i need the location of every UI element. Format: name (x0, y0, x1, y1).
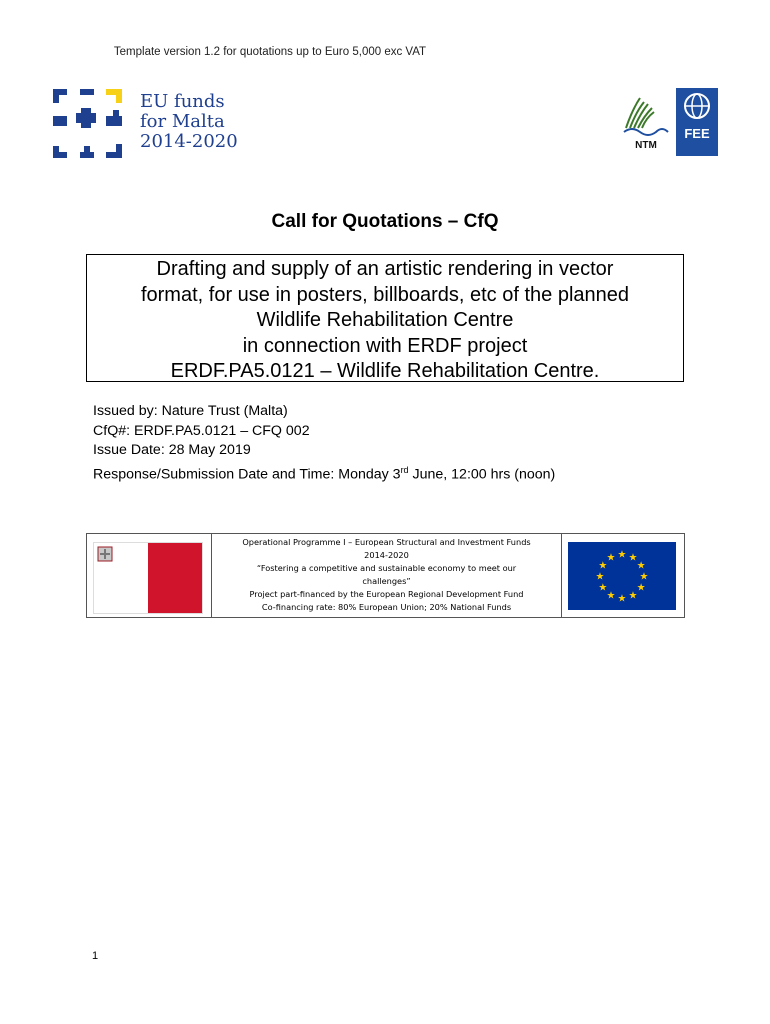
eu-star-icon: ★ (598, 582, 608, 594)
subject-line: ERDF.PA5.0121 – Wildlife Rehabilitation Centre. (170, 360, 600, 382)
subject-line: in connection with ERDF project (242, 334, 528, 357)
ntm-leaf-icon (618, 92, 674, 158)
eu-star-icon: ★ (617, 549, 627, 561)
ntm-logo-text: NTM (635, 140, 657, 151)
response-date (93, 461, 555, 485)
eu-funds-logo-text (140, 92, 238, 152)
subject-line: Drafting and supply of an artistic rendering in vector (156, 258, 614, 280)
malta-flag-cell (87, 534, 212, 617)
response-date-sup: rd (400, 464, 409, 475)
funding-line: Co-financing rate: 80% European Union; 20% National Funds (261, 602, 512, 612)
issued-by: Issued by: Nature Trust (Malta) (93, 403, 288, 419)
document-title: Call for Quotations – CfQ (271, 211, 499, 232)
cfq-number: CfQ#: ERDF.PA5.0121 – CFQ 002 (93, 422, 310, 439)
eu-funds-logo-line3: 2014-2020 (140, 131, 238, 152)
funding-line: Operational Programme I – European Structural and Investment Funds (242, 537, 531, 547)
response-date-suffix: June, 12:00 hrs (noon) (408, 466, 556, 483)
eu-flag-icon (568, 542, 676, 610)
eu-funds-logo-line2: for Malta (140, 111, 225, 132)
response-date-prefix: Response/Submission Date and Time: Monday 3 (93, 466, 401, 483)
eu-star-icon: ★ (598, 560, 608, 572)
subject-line: Wildlife Rehabilitation Centre (256, 309, 514, 331)
fee-logo-text: FEE (684, 126, 710, 141)
funding-line: Project part-financed by the European Regional Development Fund (249, 589, 524, 599)
fee-logo (676, 88, 718, 156)
eu-star-icon: ★ (606, 552, 616, 564)
template-version-note: Template version 1.2 for quotations up to Euro 5,000 exc VAT (113, 46, 427, 58)
funding-line: challenges” (362, 576, 411, 586)
eu-star-icon: ★ (636, 582, 646, 594)
subject-line: format, for use in posters, billboards, etc of the planned (140, 283, 630, 306)
issue-info (93, 402, 555, 485)
subject-box (86, 254, 684, 382)
eu-star-icon: ★ (606, 590, 616, 602)
eu-star-icon: ★ (636, 560, 646, 572)
page-number: 1 (92, 950, 99, 962)
eu-funds-logo-line1: EU funds (140, 91, 225, 112)
eu-star-icon: ★ (628, 590, 638, 602)
eu-star-icon: ★ (628, 552, 638, 564)
eu-star-icon: ★ (639, 571, 649, 583)
malta-flag-icon (93, 542, 203, 614)
funding-table (86, 533, 685, 618)
funding-line: “Fostering a competitive and sustainable economy to meet our (256, 563, 517, 573)
globe-icon (676, 88, 718, 124)
funding-line: 2014-2020 (364, 550, 409, 560)
issue-date: Issue Date: 28 May 2019 (93, 442, 251, 458)
eu-star-icon: ★ (595, 571, 605, 583)
funding-text-cell (212, 534, 562, 617)
eu-star-icon: ★ (617, 593, 627, 605)
ntm-logo (618, 92, 674, 158)
eu-flag-cell (563, 534, 684, 617)
